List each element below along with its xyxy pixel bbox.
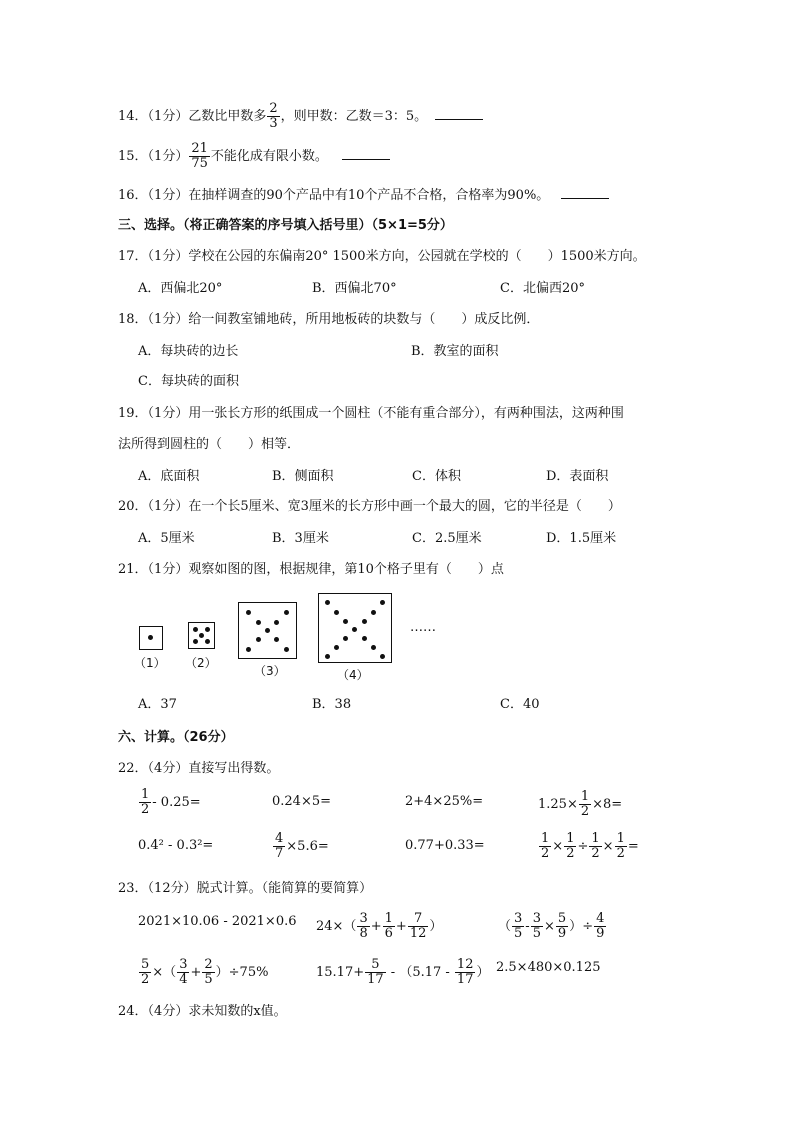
dot xyxy=(193,639,198,644)
fig-label: （4） xyxy=(337,668,369,682)
dot xyxy=(284,610,289,615)
dot xyxy=(362,619,367,624)
option-b[interactable]: B．38 xyxy=(312,697,352,712)
calc-22b: 0.24×5= xyxy=(272,794,332,809)
option-c[interactable]: C．40 xyxy=(500,697,540,712)
section-heading: 六、计算。（26分） xyxy=(118,730,234,745)
dot xyxy=(380,600,385,605)
question-19-cont: 法所得到圆柱的（ ）相等． xyxy=(118,437,301,452)
question-24: 24．（4分）求未知数的x值。 xyxy=(118,1004,287,1019)
dot xyxy=(246,647,251,652)
fig-label: （1） xyxy=(134,656,166,670)
dot xyxy=(193,627,198,632)
q14-fraction: $\frac{2}{3}$ xyxy=(269,101,278,131)
question-23: 23．（12分）脱式计算。（能简算的要简算） xyxy=(118,881,373,896)
dot xyxy=(343,636,348,641)
question-21: 21．（1分）观察如图的图，根据规律，第10个格子里有（ ）点 xyxy=(118,562,504,577)
fig-label: （2） xyxy=(185,656,217,670)
question-20: 20．（1分）在一个长5厘米、宽3厘米的长方形中画一个最大的圆，它的半径是（ ） xyxy=(118,499,621,514)
dot xyxy=(371,645,376,650)
calc-23c: （ $\frac{3}{5}$ - $\frac{3}{5}$ × $\frac{5}{9}$ ）÷ $\frac{4}{9}$ xyxy=(498,911,605,941)
option-c[interactable]: C．2.5厘米 xyxy=(412,531,482,546)
question-17: 17．（1分）学校在公园的东偏南20° 1500米方向，公园就在学校的（ ）1500米方向。 xyxy=(118,249,646,264)
answer-blank[interactable] xyxy=(561,186,609,199)
dot xyxy=(362,636,367,641)
dot xyxy=(334,645,339,650)
dot xyxy=(274,620,279,625)
calc-23a: 2021×10.06 - 2021×0.6 xyxy=(138,914,297,929)
fig-label: （3） xyxy=(254,664,286,678)
calc-23b: 24×（ $\frac{3}{8}$ + $\frac{1}{6}$ + $\frac{7}{12}$ ） xyxy=(316,911,443,941)
option-b[interactable]: B．3厘米 xyxy=(272,531,329,546)
option-c[interactable]: C．北偏西20° xyxy=(500,281,585,296)
dot xyxy=(325,600,330,605)
dot xyxy=(256,620,261,625)
dot xyxy=(371,610,376,615)
q15-fraction: $\frac{21}{75}$ xyxy=(191,141,208,171)
dot xyxy=(380,654,385,659)
calc-22f: $\frac{4}{7}$ ×5.6= xyxy=(275,831,329,861)
option-d[interactable]: D．表面积 xyxy=(546,469,609,484)
calc-22a: $\frac{1}{2}$ - 0.25= xyxy=(141,787,201,817)
dot xyxy=(205,627,210,632)
option-a[interactable]: A．5厘米 xyxy=(138,531,195,546)
option-a[interactable]: A．底面积 xyxy=(138,469,200,484)
option-b[interactable]: B．教室的面积 xyxy=(411,344,499,359)
option-c[interactable]: C．每块砖的面积 xyxy=(138,374,239,389)
calc-22h: $\frac{1}{2}$ × $\frac{1}{2}$ ÷ $\frac{1}{2}$ × $\frac{1}{2}$ = xyxy=(541,831,639,861)
dot xyxy=(325,654,330,659)
question-15: 15．（1分） $\frac{21}{75}$ 不能化成有限小数。 xyxy=(118,142,390,171)
section-heading: 三、选择。（将正确答案的序号填入括号里）（5×1=5分） xyxy=(118,218,453,233)
answer-blank[interactable] xyxy=(342,147,390,160)
dot xyxy=(265,628,270,633)
calc-23d: $\frac{5}{2}$ ×（ $\frac{3}{4}$ + $\frac{2}{5}$ ）÷75% xyxy=(141,957,269,987)
dot xyxy=(199,633,204,638)
option-c[interactable]: C．体积 xyxy=(412,469,461,484)
dot xyxy=(334,610,339,615)
question-19: 19．（1分）用一张长方形的纸围成一个圆柱（不能有重合部分），有两种围法，这两种围 xyxy=(118,406,624,421)
question-22: 22．（4分）直接写出得数。 xyxy=(118,761,280,776)
option-b[interactable]: B．西偏北70° xyxy=(312,281,397,296)
calc-22d: 1.25× $\frac{1}{2}$ ×8= xyxy=(538,789,623,819)
calc-22g: 0.77+0.33= xyxy=(405,838,485,853)
dot xyxy=(274,637,279,642)
calc-22c: 2+4×25%= xyxy=(405,794,484,809)
calc-23e: 15.17+ $\frac{5}{17}$ - （5.17 - $\frac{12}{17}$ ） xyxy=(316,957,490,987)
dot xyxy=(352,627,357,632)
question-18: 18．（1分）给一间教室铺地砖，所用地板砖的块数与（ ）成反比例． xyxy=(118,312,540,327)
option-d[interactable]: D．1.5厘米 xyxy=(546,531,617,546)
calc-22e: 0.4² - 0.3²= xyxy=(138,838,214,853)
dot xyxy=(246,610,251,615)
ellipsis: …… xyxy=(410,620,436,635)
dot xyxy=(284,647,289,652)
dot xyxy=(205,639,210,644)
question-16: 16．（1分）在抽样调查的90个产品中有10个产品不合格，合格率为90%。 xyxy=(118,186,609,205)
question-14 xyxy=(118,102,483,131)
q14-text-end: ，则甲数：乙数＝3：5。 xyxy=(280,109,428,124)
dot xyxy=(148,635,153,640)
dot xyxy=(256,637,261,642)
calc-23f: 2.5×480×0.125 xyxy=(496,960,601,975)
dot xyxy=(343,619,348,624)
q14-text: 14．（1分）乙数比甲数多 xyxy=(118,109,267,124)
option-a[interactable]: A．西偏北20° xyxy=(138,281,223,296)
option-a[interactable]: A．每块砖的边长 xyxy=(138,344,239,359)
answer-blank[interactable] xyxy=(435,107,483,120)
option-b[interactable]: B．侧面积 xyxy=(272,469,334,484)
option-a[interactable]: A．37 xyxy=(138,697,177,712)
